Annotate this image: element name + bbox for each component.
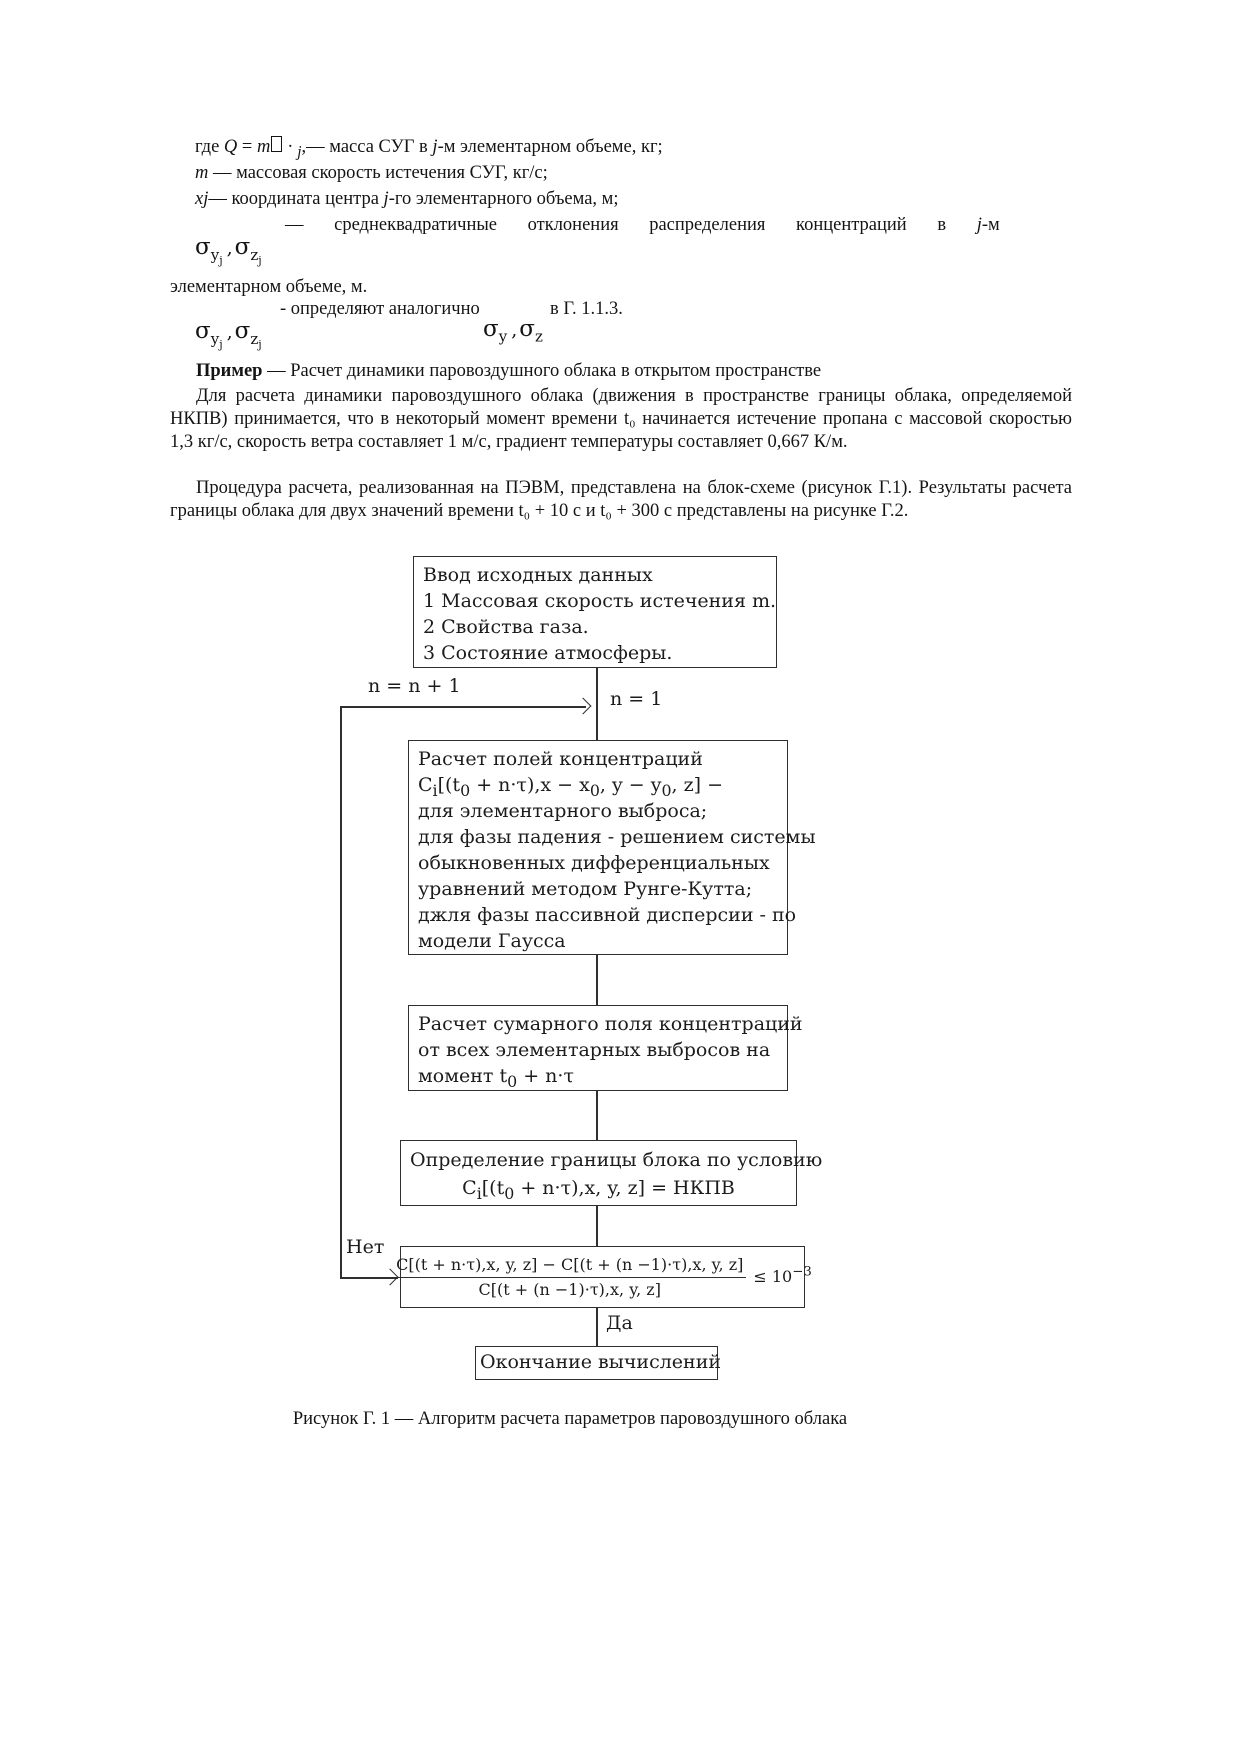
comma: ,	[511, 319, 518, 341]
box-formula	[418, 1063, 778, 1089]
comma: ,	[226, 321, 233, 343]
formula-sub: i	[476, 1183, 482, 1203]
box-line: модели Гаусса	[418, 930, 566, 952]
formula-segment: момент t	[418, 1065, 508, 1087]
text-segment: — координата центра	[208, 189, 384, 209]
intro-line-1	[195, 136, 663, 159]
bullet-glyph: ∙	[283, 137, 298, 157]
text-segment: -м	[981, 215, 1000, 235]
sub-y: y	[210, 329, 220, 348]
figure-caption	[120, 1408, 1020, 1431]
text-segment: - определяют аналогично	[280, 299, 480, 319]
box-line: для фазы падения - решением системы	[418, 826, 816, 848]
label-yes: Да	[606, 1312, 633, 1334]
flowchart-box-input-data	[413, 556, 777, 668]
formula-sub: i	[432, 780, 438, 800]
label-n-increment: n = n + 1	[368, 675, 461, 697]
connector-box2-box3	[596, 955, 598, 1005]
intro-line-6a	[280, 298, 480, 321]
sigma-symbol: σ	[234, 318, 251, 344]
flowchart-box-boundary	[400, 1140, 823, 1206]
fraction-denominator: C[(t + (n −1)·τ),x, y, z]	[478, 1279, 661, 1299]
example-paragraph-1	[170, 385, 1072, 454]
connector-box3-box4	[596, 1091, 598, 1140]
formula-segment: ≤ 10	[753, 1267, 793, 1286]
box-line: 3 Состояние атмосферы.	[423, 642, 673, 664]
caption-text: Рисунок Г. 1 — Алгоритм расчета параметров паровоздушного облака	[292, 1409, 848, 1429]
sub-z: z	[250, 245, 259, 264]
box-line: для элементарного выброса;	[418, 800, 708, 822]
example-label: Пример	[196, 361, 263, 381]
sub-y: y	[498, 327, 508, 346]
subsub-j: j	[258, 337, 262, 351]
box-line: джля фазы пассивной дисперсии - по	[418, 904, 797, 926]
comparison	[753, 1264, 812, 1287]
sub-z: z	[534, 327, 543, 346]
paragraph-text: Для расчета динамики паровоздушного облака (движения в пространстве границы облака, определяемой НКПВ) принимается, что в некоторый момент времени t₀ начинается истечение пропана с массовой скоростью 1,3 кг/с, скорость ветра составляет 1 м/с, градиент температуры составляет 0,667 К/м.	[170, 386, 1072, 452]
example-paragraph-2	[170, 477, 1072, 523]
intro-line-4	[285, 214, 1000, 237]
text-segment: =	[237, 137, 257, 157]
formula-segment: , z] −	[671, 774, 723, 796]
formula-sub: 0	[589, 780, 600, 800]
flowchart-box-total-field	[408, 1005, 803, 1091]
subsub-j: j	[219, 253, 223, 267]
box-line: Окончание вычислений	[480, 1351, 722, 1373]
example-title: — Расчет динамики паровоздушного облака в открытом пространстве	[262, 361, 822, 381]
sigma-yj-zj-formula-2	[195, 318, 262, 351]
formula-sub: 0	[507, 1071, 518, 1091]
var-j: j	[383, 189, 389, 209]
sub-z: z	[250, 329, 259, 348]
var-Q: Q	[223, 137, 238, 157]
arrowhead-loop-join-icon	[575, 698, 592, 715]
formula-segment: , y − y	[599, 774, 662, 796]
formula-sup: −3	[792, 1264, 812, 1280]
var-j: j	[203, 189, 209, 209]
flowchart-box-convergence-condition	[396, 1246, 812, 1308]
sigma-symbol: σ	[195, 318, 211, 344]
formula-segment: [(t	[437, 774, 461, 796]
box-line: Ввод исходных данных	[423, 564, 653, 586]
intro-line-2	[195, 162, 548, 185]
box-line: уравнений методом Рунге-Кутта;	[418, 878, 753, 900]
box-line: 1 Массовая скорость истечения m.	[423, 590, 777, 612]
paragraph-text: Процедура расчета, реализованная на ПЭВМ, представлена на блок-схеме (рисунок Г.1). Результаты расчета границы облака для двух значений времени t₀ + 10 с и t₀ + 300 с представлены на рисунке Г.2.	[170, 478, 1072, 521]
sigma-symbol: σ	[195, 234, 211, 260]
connector-loop-vertical	[340, 706, 342, 1277]
sub-y: y	[210, 245, 220, 264]
connector-box4-box5	[596, 1206, 598, 1246]
example-heading	[170, 360, 1072, 383]
intro-line-5	[170, 276, 367, 299]
var-x: x	[195, 189, 204, 209]
text-segment: -го элементарного объема, м;	[388, 189, 619, 209]
formula-sub: 0	[661, 780, 672, 800]
comma: ,	[226, 237, 233, 259]
sigma-yj-zj-formula	[195, 234, 262, 267]
formula-segment: C	[418, 774, 433, 796]
connector-box5-box6	[596, 1308, 598, 1346]
var-j: j	[976, 215, 982, 235]
intro-line-3	[195, 188, 619, 211]
text-segment: -м элементарном объеме, кг;	[437, 137, 663, 157]
formula-segment: C	[462, 1177, 477, 1199]
box-line: от всех элементарных выбросов на	[418, 1039, 771, 1061]
text-segment: — массовая скорость истечения СУГ, кг/с;	[208, 163, 548, 183]
box-line: обыкновенных дифференциальных	[418, 852, 770, 874]
text-segment: ,— масса СУГ в	[301, 137, 433, 157]
formula-segment: + n·τ),x − x	[470, 774, 590, 796]
intro-line-6b	[550, 298, 623, 321]
sigma-symbol: σ	[519, 316, 535, 342]
box-line: Расчет полей концентраций	[418, 748, 703, 770]
flowchart-box-concentration-fields	[408, 740, 816, 955]
text-segment: где	[195, 137, 224, 157]
fraction	[393, 1255, 746, 1300]
box-line: Расчет сумарного поля концентраций	[418, 1013, 803, 1035]
var-j: j	[432, 137, 438, 157]
sigma-y-z-formula	[483, 316, 543, 346]
fraction-numerator: C[(t + n·τ),x, y, z] − C[(t + (n −1)·τ),x, y, z]	[393, 1255, 746, 1278]
sigma-symbol: σ	[483, 316, 499, 342]
formula-sub: 0	[504, 1183, 515, 1203]
sigma-symbol: σ	[234, 234, 251, 260]
formula-segment: [(t	[481, 1177, 505, 1199]
text-segment: элементарном объеме, м.	[170, 277, 368, 297]
condition-expression	[393, 1255, 812, 1300]
var-m: m	[195, 163, 209, 183]
text-segment: — среднеквадратичные отклонения распределения концентраций в	[285, 215, 947, 235]
label-n-equals-1: n = 1	[610, 688, 663, 710]
subsub-j: j	[258, 253, 262, 267]
missing-glyph-box	[271, 136, 282, 152]
box-formula	[410, 1175, 787, 1202]
subsub-j: j	[219, 337, 223, 351]
box-line: 2 Свойства газа.	[423, 616, 589, 638]
formula-sub: 0	[460, 780, 471, 800]
label-no: Нет	[346, 1236, 385, 1258]
box-line: Определение границы блока по условию	[410, 1149, 823, 1171]
var-m: m	[256, 137, 271, 157]
formula-segment: + n·τ	[517, 1065, 574, 1087]
connector-box1-box2	[596, 668, 598, 740]
box-formula	[418, 772, 778, 798]
formula-segment: + n·τ),x, y, z] = НКПВ	[514, 1177, 735, 1199]
flowchart-box-end	[475, 1346, 722, 1380]
connector-loop-top	[340, 706, 586, 708]
text-segment: в Г. 1.1.3.	[550, 299, 623, 319]
sub-j: j	[297, 143, 302, 161]
